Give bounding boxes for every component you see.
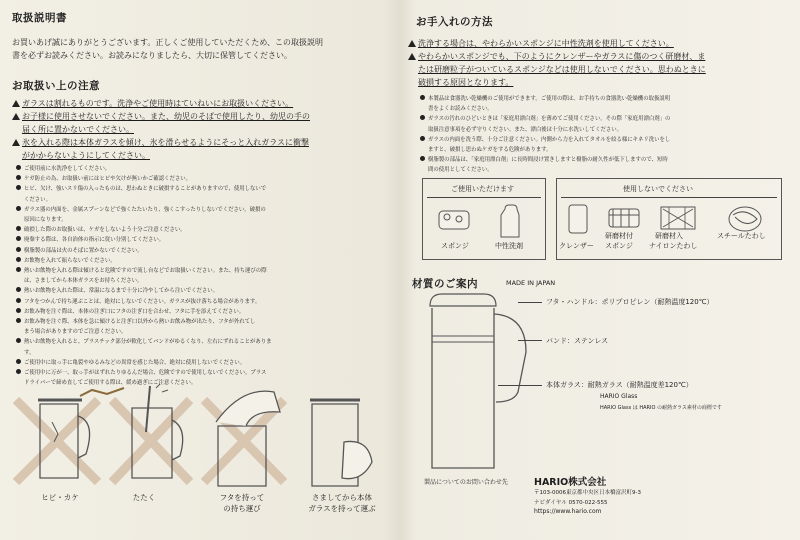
hario-glass-note: HARIO Glass は HARIO の耐熱ガラス素材の商標です xyxy=(600,405,722,411)
care-warning-cont: たは研磨粒子がついているスポンジなどは使用しないでください。思わぬときに xyxy=(418,65,706,74)
note-item: ガラス器の内面を、金属スプーンなどで強くたたいたり、強くこすったりしないでください。破損の xyxy=(16,205,390,215)
warning-triangle-icon xyxy=(12,139,20,146)
intro-line-1: お買いあげ誠にありがとうございます。正しくご使用していただくため、この取扱説明 xyxy=(12,38,324,47)
bullet-icon xyxy=(16,308,21,313)
note-item: 樹脂製の部品は火のそばに置かないでください。 xyxy=(16,246,390,256)
caption-lid-2: の持ち運び xyxy=(223,504,261,513)
care-warning-list xyxy=(408,37,788,89)
note-item: 熱いお飲物を入れると、プラスチック部分が軟化してバンドがゆるくなり、左右にずれることがありま xyxy=(16,337,390,347)
unusable-item-nylon-2: ナイロンたわし xyxy=(649,242,698,250)
care-title: お手入れの方法 xyxy=(416,16,493,28)
note-item: 廃棄する際は、各自治体の指示に従い分別してください。 xyxy=(16,235,390,245)
bullet-icon xyxy=(16,226,21,231)
material-band: バンド：ステンレス xyxy=(546,337,609,345)
cleanser-icon xyxy=(569,205,587,233)
note-item-cont: 原因になります。 xyxy=(24,217,67,224)
company-name: HARIO株式会社 xyxy=(534,477,607,488)
warning-item: お子様に使用させないでください。また、幼児のそばで使用したり、幼児の手の xyxy=(12,110,390,123)
bullet-icon xyxy=(16,206,21,211)
made-in-japan: MADE IN JAPAN xyxy=(506,279,556,287)
unusable-item-nylon-1: 研磨材入 xyxy=(655,232,683,240)
warning-item: 氷を入れる際は本体ガラスを傾け、氷を滑らせるようにそっと入れガラスに衝撃 xyxy=(12,136,390,149)
contact-label: 製品についてのお問い合わせ先 xyxy=(424,479,508,486)
note-item: 熱いお飲物を入れた際は、常温になるまで十分に冷やしてから注いでください。 xyxy=(16,286,390,296)
glass-body-drawing xyxy=(432,308,494,468)
care-note: ガラスの汚れのひどいときは「家庭用漂白剤」を薄めてご使用ください。その際「家庭用漂白剤」の xyxy=(420,114,786,124)
usable-item-detergent: 中性洗剤 xyxy=(495,242,523,250)
warning-list xyxy=(12,97,390,162)
caption-tap: たたく xyxy=(132,493,156,502)
care-note-cont: 書をよくお読みください。 xyxy=(428,106,493,113)
bullet-icon xyxy=(16,318,21,323)
note-item-cont: す。 xyxy=(24,349,35,356)
misuse-illustrations xyxy=(12,382,390,492)
pitcher-crack-icon xyxy=(16,400,98,482)
pitcher-diagram xyxy=(426,292,546,472)
note-item-cont: は、さましてから本体ガラスをお持ちください。 xyxy=(24,278,143,285)
care-note: 本製品は食器洗い乾燥機のご使用ができます。ご使用の際は、お手持ちの食器洗い乾燥機の取扱説明 xyxy=(420,94,786,104)
note-item: ご使用中に万が一、取っ手がはずれたりゆるんだ場合、危険ですので使用しないでください。プラス xyxy=(16,368,390,378)
bullet-icon xyxy=(16,236,21,241)
unusable-item-steel: スチールたわし xyxy=(717,232,766,240)
lid-drawing xyxy=(430,294,496,306)
caption-lid-1: フタを持って xyxy=(219,493,265,502)
carry-by-lid-icon xyxy=(204,391,284,486)
material-body: 本体ガラス：耐熱ガラス（耐熱温度差120℃） xyxy=(546,381,693,389)
company-dial: ナビダイヤル 0570-022-555 xyxy=(534,500,608,506)
usable-box xyxy=(422,178,546,260)
care-warning-cont: 破損する原因となります。 xyxy=(418,78,514,87)
note-item: 破損した際のお取扱いは、ケガをしないよう十分ご注意ください。 xyxy=(16,225,390,235)
note-item: ご使用中に取っ手に亀裂やゆるみなどの異常を感じた場合、絶対に使用しないでください。 xyxy=(16,358,390,368)
bullet-icon xyxy=(16,267,21,272)
note-item: ケガ防止の為、お取扱い前にはヒビや欠けが無いかご確認ください。 xyxy=(16,174,390,184)
usable-title: ご使用いただけます xyxy=(451,185,514,193)
note-item-cont: まう場合がありますのでご注意ください。 xyxy=(24,329,127,336)
note-item: フタをつかんで持ち運ぶことは、絶対にしないでください。ガラスが抜け落ちる場合があります。 xyxy=(16,297,390,307)
note-item: 熱いお飲物を入れる際は傾けると危険ですので流し台などでお取扱いください。また、持ち運びの際 xyxy=(16,266,390,276)
bullet-icon xyxy=(16,359,21,364)
warning-triangle-icon xyxy=(408,53,416,60)
steel-wool-icon xyxy=(729,207,761,231)
crack-mark xyxy=(80,388,124,396)
band-drawing xyxy=(432,336,494,342)
warning-item: ガラスは割れるものです。洗浄やご使用時はていねいにお取扱いください。 xyxy=(12,97,390,110)
care-warning-item: やわらかいスポンジでも、下のようにクレンザーやガラスに傷のつく研磨材、ま xyxy=(408,50,788,63)
intro-line-2: 書を必ずお読みください。お読みになりましたら、大切に保管してください。 xyxy=(12,51,292,60)
note-item-cont: ドライバーで締め直してご使用する際は、緩め過ぎにご注意ください。 xyxy=(24,380,197,387)
warning-triangle-icon xyxy=(12,113,20,120)
handle-drawing xyxy=(494,314,526,402)
sponge-icon xyxy=(439,211,469,229)
material-lid: フタ・ハンドル：ポリプロピレン（耐熱温度120℃） xyxy=(546,298,714,306)
pitcher-tap-icon xyxy=(112,384,190,482)
care-note: ガラスの内面を洗う際、十分ご注意ください。内側から力を入れてタオルを絞る様にキネリ洗いをし xyxy=(420,135,786,145)
company-address: 〒103-0006東京都中央区日本橋富沢町9-3 xyxy=(534,490,641,496)
bullet-icon xyxy=(16,287,21,292)
warning-triangle-icon xyxy=(408,40,416,47)
care-notes-list xyxy=(420,94,786,176)
care-note-cont: ますと、破損し思わぬケガをする危険があります。 xyxy=(428,147,552,154)
caution-title: お取扱い上の注意 xyxy=(12,80,100,92)
material-title: 材質のご案内 xyxy=(412,278,478,290)
usable-icons xyxy=(435,203,535,239)
unusable-title: 使用しないでください xyxy=(623,185,693,193)
warning-item-cont: 届く所に置かないでください。 xyxy=(22,125,134,134)
warning-triangle-icon xyxy=(12,100,20,107)
company-url: https://www.hario.com xyxy=(534,508,602,515)
care-note-cont: 間の使用としてください。 xyxy=(428,167,493,174)
warning-item-cont: がかからないようにしてください。 xyxy=(22,151,150,160)
caption-body-2: ガラスを持って運ぶ xyxy=(308,504,376,513)
note-item: お飲物を入れて振らないでください。 xyxy=(16,256,390,266)
bullet-icon xyxy=(420,136,425,141)
note-item: お飲み物を注ぐ際、本体を急に傾けると注ぎ口以外から熱いお飲み物が出たり、フタが外れてし xyxy=(16,317,390,327)
note-item: お飲み物を注ぐ際は、本体の注ぎ口にフタの注ぎ口を合わせ、フタに手を添えてください。 xyxy=(16,307,390,317)
bullet-icon xyxy=(16,175,21,180)
unusable-item-cleanser: クレンザー xyxy=(559,242,594,250)
bullet-icon xyxy=(420,156,425,161)
caption-body-1: さましてから本体 xyxy=(312,493,372,502)
bullet-icon xyxy=(16,298,21,303)
bullet-icon xyxy=(16,185,21,190)
manual-title: 取扱説明書 xyxy=(12,12,67,24)
care-note: 樹脂製の部品は、「家庭用漂白剤」に長時間浸け置きしますと樹脂の耐久性が低下しますので、短時 xyxy=(420,155,786,165)
caption-crack: ヒビ・カケ xyxy=(41,493,79,502)
bullet-icon xyxy=(16,257,21,262)
bullet-icon xyxy=(16,369,21,374)
note-item: ヒビ、欠け、強いスリ傷の入ったものは、思わぬときに破損することがありますので、使用しないで xyxy=(16,184,390,194)
usable-item-sponge: スポンジ xyxy=(441,242,469,250)
unusable-item-abrasive-1: 研磨材付 xyxy=(605,232,633,240)
note-item: ご使用前に水洗浄をしてください。 xyxy=(16,164,390,174)
bullet-icon xyxy=(420,115,425,120)
carry-by-body-icon xyxy=(310,400,372,486)
unusable-item-abrasive-2: スポンジ xyxy=(605,242,633,250)
hario-glass: HARIO Glass xyxy=(600,393,638,400)
care-note-cont: 取扱注意事項を必ず守りください。また、漂白後は十分に水洗いしてください。 xyxy=(428,126,623,133)
note-item-cont: ください。 xyxy=(24,196,51,203)
notes-list xyxy=(16,164,390,388)
care-warning-item: 洗浄する場合は、やわらかいスポンジに中性洗剤を使用してください。 xyxy=(408,37,788,50)
bullet-icon xyxy=(420,95,425,100)
bullet-icon xyxy=(16,247,21,252)
bullet-icon xyxy=(16,338,21,343)
unusable-box xyxy=(556,178,782,260)
bullet-icon xyxy=(16,165,21,170)
detergent-bottle-icon xyxy=(501,205,519,237)
